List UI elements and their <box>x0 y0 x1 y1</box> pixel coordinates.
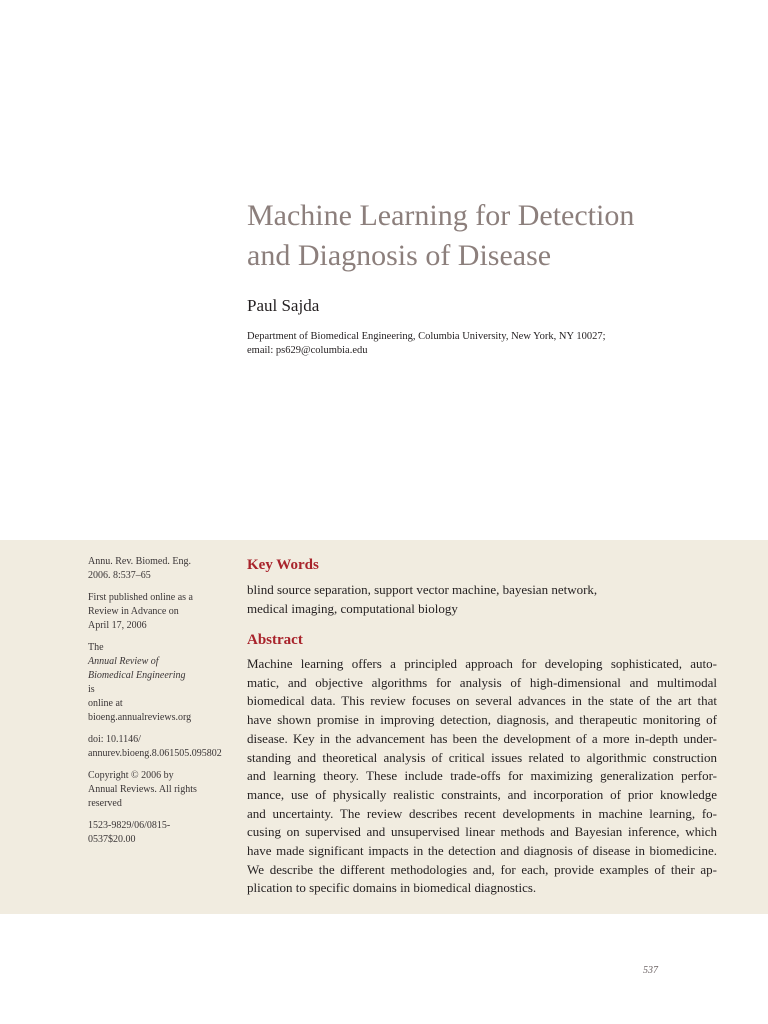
citation-line: 2006. 8:537–65 <box>88 570 151 581</box>
abstract-line: standing and theoretical analysis of critical issues related to algorithmic construction <box>247 749 717 765</box>
affiliation-line-1: Department of Biomedical Engineering, Columbia University, New York, NY 10027; <box>247 331 606 342</box>
doi-line: doi: 10.1146/ <box>88 734 141 745</box>
journal-url: bioeng.annualreviews.org <box>88 712 192 723</box>
abstract-line: and learning theory. These include trade-offs for maximizing generalization perfor- <box>247 768 717 784</box>
doi-line: annurev.bioeng.8.061505.095802 <box>88 748 222 759</box>
doi-info <box>88 733 238 761</box>
is-word: is <box>88 684 95 695</box>
issn-line: 1523-9829/06/0815- <box>88 820 171 831</box>
issn-info <box>88 819 238 847</box>
copyright-info <box>88 769 238 811</box>
keywords-list <box>247 581 717 618</box>
title-line-2: and Diagnosis of Disease <box>247 239 552 272</box>
issn-line: 0537$20.00 <box>88 834 136 845</box>
abstract-body <box>247 655 717 898</box>
abstract-line: disease. Key in the advancement has been the development of a more in-depth under- <box>247 730 717 746</box>
published-line: First published online as a <box>88 592 193 603</box>
keywords-line: blind source separation, support vector machine, bayesian network, <box>247 582 598 597</box>
journal-name: Biomedical Engineering <box>88 670 186 681</box>
published-line: Review in Advance on <box>88 606 179 617</box>
journal-name: Annual Review of <box>88 656 159 667</box>
keywords-line: medical imaging, computational biology <box>247 600 458 616</box>
journal-line <box>88 641 238 669</box>
author-name: Paul Sajda <box>247 296 320 315</box>
abstract-line: We describe the different methodologies and, for each, provide examples of their ap- <box>247 861 717 877</box>
abstract-line: mance, use of physically realistic constraints, and incorporation of prior knowledge <box>247 786 717 802</box>
copyright-line: reserved <box>88 798 122 809</box>
copyright-line: Copyright © 2006 by <box>88 770 174 781</box>
page-number: 537 <box>643 965 658 976</box>
publication-date-info <box>88 591 238 633</box>
abstract-line: have shown promise in improving detection, diagnosis, and therapeutic monitoring of <box>247 712 717 728</box>
title-line-1: Machine Learning for Detection <box>247 199 635 232</box>
online-line: online at <box>88 698 123 709</box>
published-line: April 17, 2006 <box>88 620 147 631</box>
journal-line <box>88 669 238 697</box>
publication-sidebar <box>88 555 238 855</box>
author-affiliation <box>247 330 606 358</box>
abstract-line: and uncertainty. The review describes recent developments in machine learning, fo- <box>247 805 717 821</box>
journal-online-info <box>88 641 238 725</box>
abstract-heading: Abstract <box>247 632 303 648</box>
abstract-line: have made significant impacts in the detection and diagnosis of disease in biomedicine. <box>247 843 717 859</box>
abstract-line: Machine learning offers a principled approach for developing sophisticated, auto- <box>247 656 717 671</box>
the-word: The <box>88 642 104 653</box>
affiliation-email: email: ps629@columbia.edu <box>247 345 368 356</box>
abstract-line: biomedical data. This review focuses on several advances in the state of the art that <box>247 693 717 709</box>
abstract-line: matic, and objective algorithms for analysis of high-dimensional and multimodal <box>247 674 717 690</box>
abstract-line: cusing on supervised and unsupervised linear methods and Bayesian inference, which <box>247 824 717 840</box>
citation-info <box>88 555 238 583</box>
abstract-line: plication to specific domains in biomedical diagnostics. <box>247 880 537 896</box>
article-title <box>247 196 717 276</box>
copyright-line: Annual Reviews. All rights <box>88 784 197 795</box>
citation-line: Annu. Rev. Biomed. Eng. <box>88 556 191 567</box>
keywords-heading: Key Words <box>247 557 319 573</box>
